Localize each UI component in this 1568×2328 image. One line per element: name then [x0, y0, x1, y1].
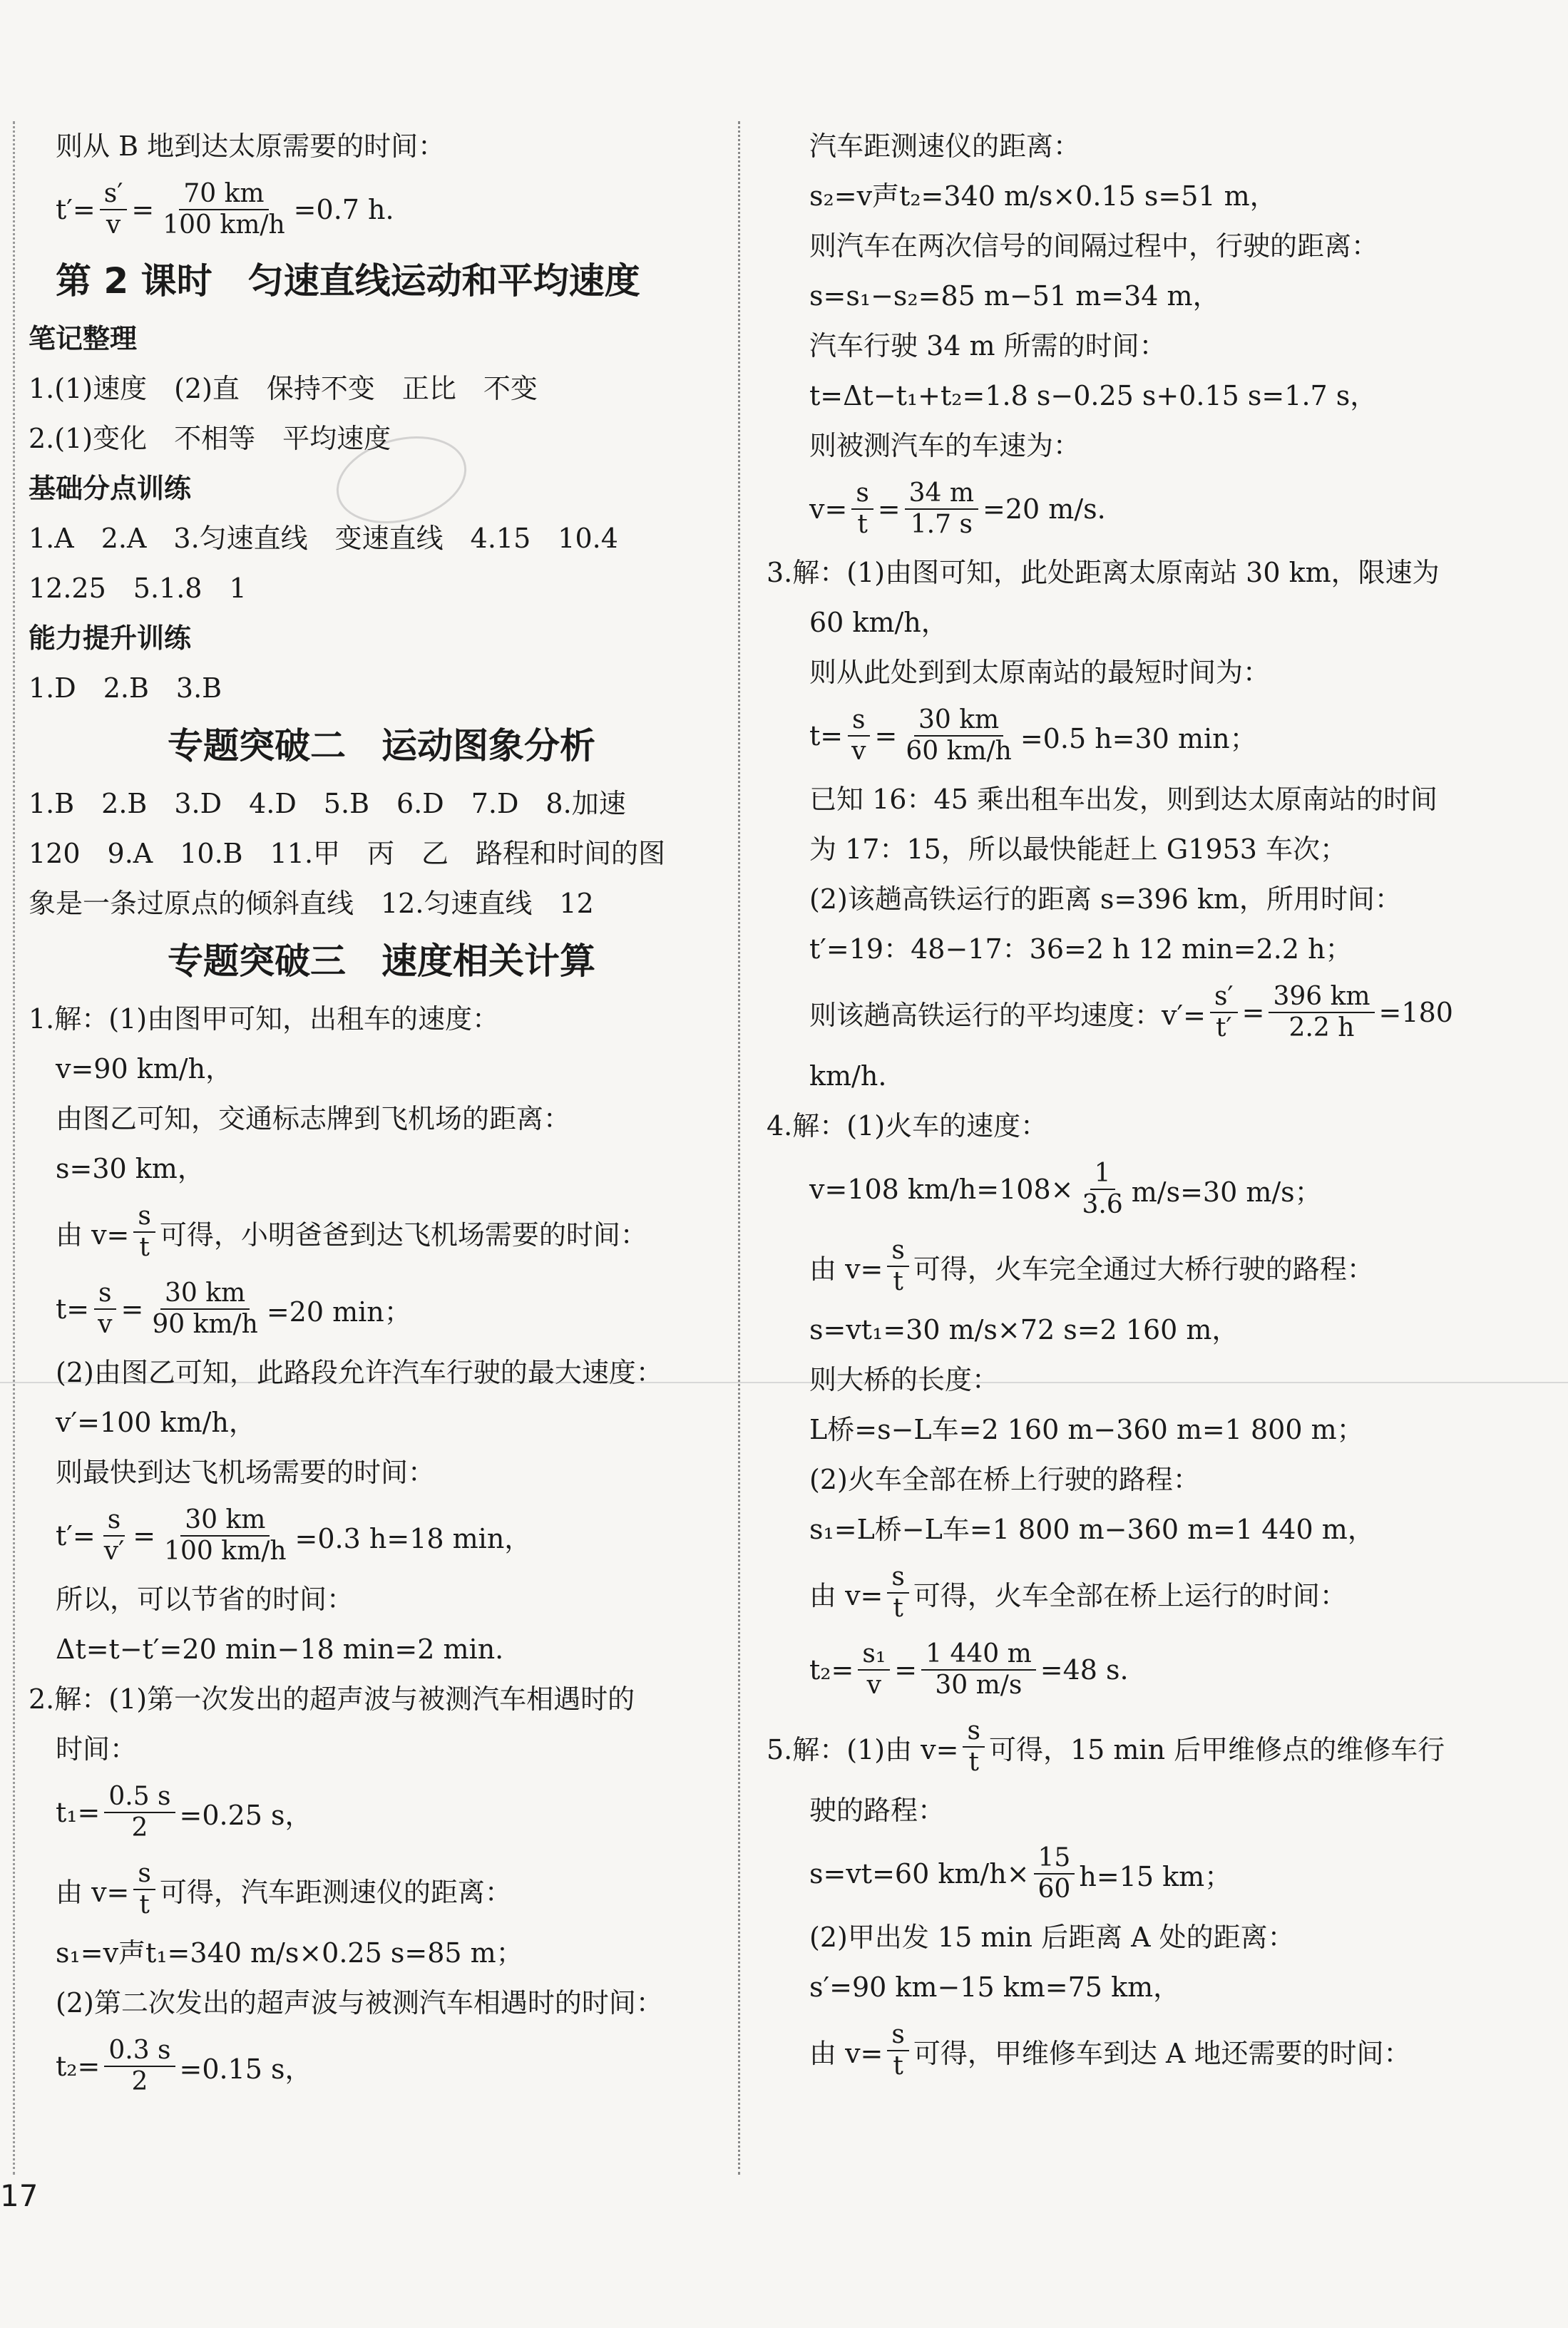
eq-post: =48 s. — [1040, 1654, 1129, 1686]
eq-pre: 由 v= — [809, 1579, 883, 1611]
text-line: 驶的路程： — [809, 1795, 946, 1826]
eq-post: =180 — [1378, 997, 1453, 1028]
equation — [29, 1851, 734, 1928]
text-line: 则最快到达飞机场需要的时间： — [56, 1457, 436, 1488]
text-line: 汽车行驶 34 m 所需的时间： — [809, 330, 1167, 361]
eq-mid: = — [1241, 997, 1265, 1028]
eq-pre: 由 v= — [56, 1219, 130, 1251]
eq-pre: 由 v= — [56, 1876, 130, 1908]
eq-pre: s=vt=60 km/h× — [809, 1858, 1030, 1889]
eq-mid: = — [133, 1520, 156, 1552]
eq-post: m/s=30 m/s； — [1131, 1176, 1322, 1208]
numerator: s — [94, 1278, 116, 1310]
eq-pre: t′= — [56, 194, 96, 225]
eq-pre: 则该趟高铁运行的平均速度：v′= — [809, 999, 1206, 1031]
text-line: (2)火车全部在桥上行驶的路程： — [809, 1464, 1200, 1495]
denominator: v — [106, 210, 121, 240]
numerator: s′ — [100, 179, 128, 210]
text-line: 1.B 2.B 3.D 4.D 5.B 6.D 7.D 8.加速 — [29, 788, 626, 819]
fraction — [847, 705, 870, 766]
denominator: t — [893, 1267, 903, 1296]
page-number: 17 — [0, 2178, 39, 2213]
text-line: s₂=v声t₂=340 m/s×0.15 s=51 m， — [809, 180, 1277, 212]
denominator: t — [857, 510, 868, 539]
eq-post: =0.7 h. — [293, 194, 394, 225]
denominator: 30 m/s — [935, 1671, 1023, 1700]
denominator: t — [139, 1233, 150, 1262]
denominator: 3.6 — [1082, 1190, 1123, 1219]
eq-mid: = — [877, 493, 901, 525]
numerator: s — [133, 1201, 155, 1233]
eq-post: =0.3 h=18 min， — [294, 1522, 532, 1554]
eq-pre: 由 v= — [809, 2037, 883, 2069]
text-line: (2)甲出发 15 min 后距离 A 处的距离： — [809, 1922, 1295, 1953]
numerator: s — [851, 478, 873, 510]
fraction — [887, 1236, 908, 1297]
numerator: 396 km — [1269, 982, 1374, 1013]
eq-mid: = — [121, 1293, 144, 1325]
eq-pre: t′= — [56, 1520, 96, 1552]
right-column — [767, 121, 1544, 2089]
text-line: 1.D 2.B 3.B — [29, 672, 222, 704]
equation — [767, 1151, 1544, 1228]
text-line: 时间： — [56, 1733, 138, 1765]
fraction — [921, 1639, 1036, 1701]
text-line: 象是一条过原点的倾斜直线 12.匀速直线 12 — [29, 888, 594, 919]
denominator: t — [968, 1748, 979, 1777]
denominator: 2.2 h — [1288, 1013, 1355, 1042]
denominator: v — [851, 737, 866, 766]
eq-pre: t₂= — [809, 1654, 854, 1686]
lesson-heading: 第 2 课时 匀速直线运动和平均速度 — [56, 260, 640, 302]
text-line: km/h. — [809, 1060, 887, 1092]
fraction — [851, 478, 873, 540]
text-line: 1.(1)速度 (2)直 保持不变 正比 不变 — [29, 373, 538, 404]
eq-pre: t= — [809, 720, 844, 752]
fraction — [100, 179, 128, 240]
text-line: 则从 B 地到达太原需要的时间： — [56, 130, 446, 162]
fraction — [133, 1201, 155, 1263]
text-line: 60 km/h， — [809, 607, 948, 638]
fraction — [158, 179, 289, 240]
text-line: (2)该趟高铁运行的距离 s=396 km，所用时间： — [809, 883, 1402, 915]
numerator: s′ — [1210, 982, 1238, 1013]
text-line: s₁=L桥−L车=1 800 m−360 m=1 440 m， — [809, 1514, 1375, 1545]
equation — [767, 1228, 1544, 1305]
fraction — [1077, 1159, 1127, 1220]
eq-post: h=15 km； — [1079, 1860, 1232, 1892]
text-line: 已知 16：45 乘出租车出发，则到达太原南站的时间 — [809, 784, 1438, 815]
text-line: (2)第二次发出的超声波与被测汽车相遇时的时间： — [56, 1987, 663, 2019]
eq-post: 可得，火车完全通过大桥行驶的路程： — [913, 1253, 1374, 1285]
text-line: 4.解：(1)火车的速度： — [767, 1110, 1048, 1142]
eq-post: 可得，小明爸爸到达飞机场需要的时间： — [159, 1219, 647, 1251]
text-line: s′=90 km−15 km=75 km， — [809, 1971, 1181, 2003]
numerator: 34 m — [905, 478, 978, 510]
numerator: s — [887, 1236, 908, 1267]
eq-post: =0.25 s， — [179, 1799, 312, 1831]
text-line: t=Δt−t₁+t₂=1.8 s−0.25 s+0.15 s=1.7 s， — [809, 380, 1378, 411]
text-line: 则被测汽车的车速为： — [809, 430, 1081, 461]
numerator: s — [887, 2020, 908, 2051]
text-line: v=90 km/h， — [56, 1053, 233, 1084]
denominator: t — [893, 2051, 903, 2081]
denominator: 100 km/h — [164, 1537, 287, 1566]
numerator: 15 — [1034, 1843, 1075, 1875]
denominator: 1.7 s — [910, 510, 973, 539]
numerator: 70 km — [179, 179, 268, 210]
eq-post: 可得，甲维修车到达 A 地还需要的时间： — [913, 2037, 1411, 2069]
denominator: 2 — [131, 2067, 148, 2096]
fraction — [93, 1278, 116, 1340]
denominator: v — [98, 1310, 113, 1339]
eq-pre: v= — [809, 493, 848, 525]
numerator: s₁ — [858, 1639, 890, 1671]
text-line: 2.解：(1)第一次发出的超声波与被测汽车相遇时的 — [29, 1683, 635, 1715]
fraction — [100, 1505, 129, 1566]
text-line: s=30 km， — [56, 1153, 205, 1184]
numerator: 0.5 s — [104, 1782, 175, 1813]
numerator: 0.3 s — [104, 2036, 175, 2067]
fraction — [133, 1859, 155, 1920]
eq-pre: 由 v= — [809, 1253, 883, 1285]
equation — [767, 974, 1544, 1051]
numerator: 30 km — [914, 705, 1003, 737]
eq-mid: = — [874, 720, 898, 752]
text-line: s=s₁−s₂=85 m−51 m=34 m， — [809, 280, 1220, 312]
text-line: 则从此处到到太原南站的最短时间为： — [809, 657, 1271, 688]
fraction — [858, 1639, 890, 1701]
eq-pre: t₁= — [56, 1797, 101, 1828]
equation — [29, 2028, 734, 2105]
eq-post: 可得，汽车距测速仪的距离： — [159, 1876, 512, 1908]
numerator: 1 — [1090, 1159, 1115, 1190]
section-heading-notes: 笔记整理 — [29, 323, 138, 354]
section-heading-basic: 基础分点训练 — [29, 473, 192, 504]
left-column — [29, 121, 734, 2105]
topic-heading-3: 专题突破三 速度相关计算 — [168, 940, 595, 982]
fraction — [104, 1782, 175, 1843]
eq-post: =0.5 h=30 min； — [1020, 722, 1257, 754]
equation — [29, 1497, 734, 1574]
equation — [767, 1835, 1544, 1912]
text-line: 为 17：15，所以最快能赶上 G1953 车次； — [809, 834, 1348, 865]
numerator: s — [887, 1562, 908, 1594]
numerator: s — [848, 705, 869, 737]
denominator: 60 — [1037, 1875, 1071, 1904]
text-line: 由图乙可知，交通标志牌到飞机场的距离： — [56, 1103, 571, 1134]
denominator: 100 km/h — [163, 210, 285, 240]
denominator: 90 km/h — [152, 1310, 258, 1339]
numerator: 1 440 m — [921, 1639, 1036, 1671]
denominator: v — [866, 1671, 881, 1700]
denominator: t — [893, 1594, 903, 1623]
text-line: Δt=t−t′=20 min−18 min=2 min. — [56, 1634, 504, 1665]
eq-mid: = — [131, 194, 155, 225]
text-line: (2)由图乙可知，此路段允许汽车行驶的最大速度： — [56, 1357, 663, 1388]
equation — [29, 171, 734, 248]
left-margin-line — [13, 121, 15, 2175]
numerator: s — [133, 1859, 155, 1890]
fraction — [148, 1278, 262, 1340]
fraction — [104, 2036, 175, 2097]
eq-post: =0.15 s， — [179, 2053, 312, 2085]
text-line: s₁=v声t₁=340 m/s×0.25 s=85 m； — [56, 1937, 523, 1969]
fraction — [887, 1562, 908, 1624]
equation — [767, 2012, 1544, 2089]
eq-post: 可得，火车全部在桥上运行的时间： — [913, 1579, 1347, 1611]
text-line: L桥=s−L车=2 160 m−360 m=1 800 m； — [809, 1414, 1364, 1445]
text-line: 120 9.A 10.B 11.甲 丙 乙 路程和时间的图 — [29, 838, 666, 869]
text-line: 2.(1)变化 不相等 平均速度 — [29, 423, 391, 454]
denominator: t — [139, 1890, 150, 1919]
numerator: 30 km — [160, 1278, 250, 1310]
numerator: s — [963, 1716, 984, 1748]
text-line: 所以，可以节省的时间： — [56, 1584, 354, 1615]
text-line: 12.25 5.1.8 1 — [29, 573, 247, 604]
eq-post: 可得，15 min 后甲维修点的维修车行 — [988, 1733, 1445, 1765]
text-line: 则汽车在两次信号的间隔过程中，行驶的距离： — [809, 230, 1379, 262]
topic-heading-2: 专题突破二 运动图象分析 — [168, 725, 595, 766]
section-heading-ability: 能力提升训练 — [29, 622, 192, 654]
text-line: 则大桥的长度： — [809, 1364, 1000, 1395]
fraction — [1034, 1843, 1075, 1904]
denominator: 2 — [131, 1813, 148, 1842]
equation — [29, 1194, 734, 1271]
column-divider — [738, 121, 740, 2175]
equation — [767, 697, 1544, 774]
numerator: 30 km — [180, 1505, 270, 1537]
text-line: 1.解：(1)由图甲可知，出租车的速度： — [29, 1003, 500, 1035]
equation — [767, 1554, 1544, 1631]
eq-post: =20 min； — [266, 1296, 411, 1328]
denominator: v′ — [103, 1537, 125, 1566]
fraction — [901, 705, 1016, 766]
equation — [767, 1708, 1544, 1785]
fraction — [160, 1505, 290, 1566]
eq-mid: = — [894, 1654, 918, 1686]
equation — [29, 1271, 734, 1348]
numerator: s — [103, 1505, 125, 1537]
eq-post: =20 m/s. — [983, 493, 1106, 525]
eq-pre: t₂= — [56, 2051, 101, 2082]
denominator: 60 km/h — [906, 737, 1012, 766]
text-line: v′=100 km/h， — [56, 1407, 256, 1438]
equation — [767, 1631, 1544, 1708]
fraction — [1210, 982, 1238, 1043]
denominator: t′ — [1215, 1013, 1232, 1042]
fraction — [887, 2020, 908, 2081]
eq-pre: 5.解：(1)由 v= — [767, 1733, 959, 1765]
text-line: t′=19：48−17：36=2 h 12 min=2.2 h； — [809, 933, 1353, 965]
fraction — [963, 1716, 984, 1778]
eq-pre: v=108 km/h=108× — [809, 1174, 1074, 1205]
fraction — [905, 478, 978, 540]
text-line: 汽车距测速仪的距离： — [809, 130, 1081, 162]
equation — [767, 471, 1544, 548]
text-line: s=vt₁=30 m/s×72 s=2 160 m， — [809, 1314, 1239, 1345]
equation — [29, 1774, 734, 1851]
eq-pre: t= — [56, 1293, 90, 1325]
fraction — [1269, 982, 1374, 1043]
text-line: 3.解：(1)由图可知，此处距离太原南站 30 km，限速为 — [767, 557, 1440, 588]
text-line: 1.A 2.A 3.匀速直线 变速直线 4.15 10.4 — [29, 523, 618, 554]
